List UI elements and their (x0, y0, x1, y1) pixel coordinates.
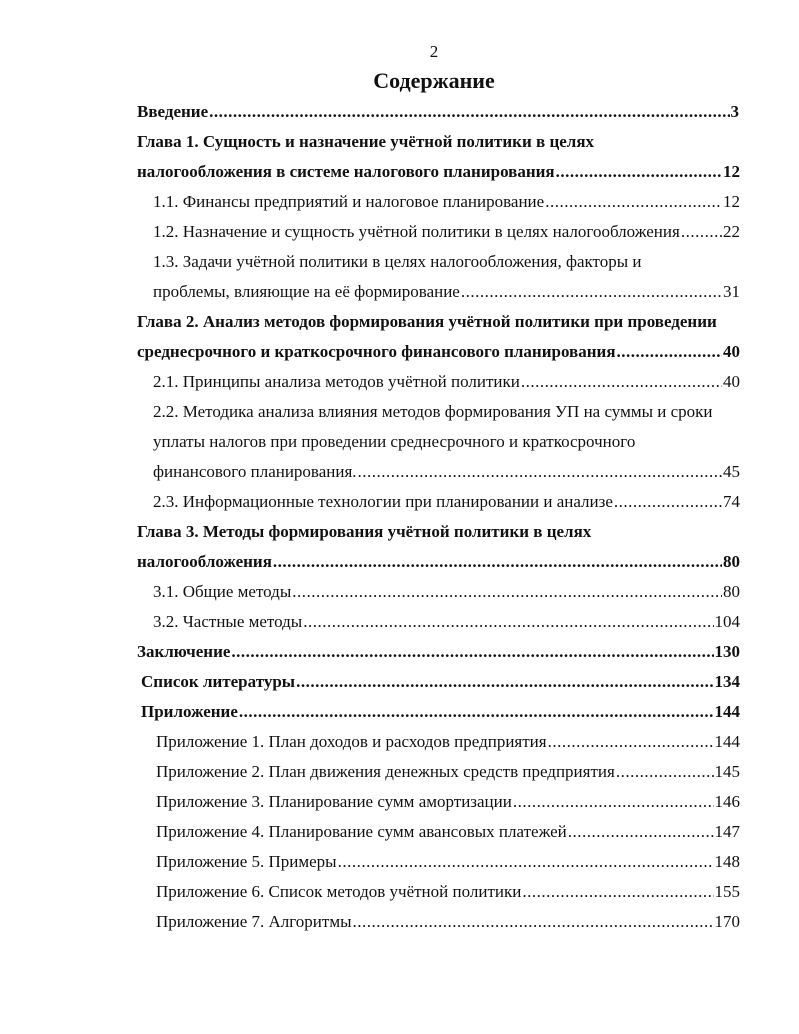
toc-dot-leader (239, 697, 714, 727)
toc-entry-chapter-2-cont[interactable] (137, 337, 740, 367)
toc-entry-page: 144 (714, 702, 740, 721)
toc-dot-leader (513, 787, 714, 817)
toc-dot-leader (556, 157, 722, 187)
toc-dot-leader (303, 607, 713, 637)
toc-dot-leader (209, 97, 729, 127)
toc-entry-3-1[interactable] (153, 577, 740, 607)
toc-entry-chapter-1-cont[interactable] (137, 157, 740, 187)
toc-entry-bibliography[interactable] (141, 667, 740, 697)
toc-entry-page: 74 (723, 492, 740, 511)
toc-entry-appendix-1[interactable] (156, 727, 740, 757)
toc-entry-page: 144 (714, 732, 740, 751)
toc-dot-leader (617, 337, 722, 367)
toc-dot-leader (614, 487, 722, 517)
toc-entry-text: налогообложения (137, 552, 272, 571)
toc-entry-text: 2.3. Информационные технологии при планировании и анализе (153, 492, 613, 511)
toc-entry-text: 3.2. Частные методы (153, 612, 303, 631)
toc-entry-page: 40 (723, 372, 740, 391)
toc-entry-text: налогообложения в системе налогового планирования (137, 162, 555, 181)
toc-entry-text: Приложение 5. Примеры (156, 852, 337, 871)
toc-title: Содержание (373, 68, 495, 93)
toc-entry-appendix-6[interactable] (156, 877, 740, 907)
toc-entry-2-2-cont[interactable] (153, 427, 635, 457)
toc-entry-text: Приложение 1. План доходов и расходов предприятия (156, 732, 547, 751)
toc-entry-page: 170 (714, 912, 740, 931)
toc-entry-text: 1.1. Финансы предприятий и налоговое планирование (153, 192, 545, 211)
toc-dot-leader (545, 187, 722, 217)
toc-dot-leader (231, 637, 713, 667)
toc-entry-page: 12 (723, 192, 740, 211)
toc-dot-leader (296, 667, 713, 697)
toc-entry-text: Глава 2. Анализ методов формирования учётной политики при проведении (137, 312, 717, 331)
toc-entry-text: Приложение (141, 702, 238, 721)
toc-entry-page: 22 (723, 222, 740, 241)
toc-entry-page: 3 (730, 102, 739, 121)
toc-entry-chapter-3[interactable] (137, 517, 591, 547)
toc-entry-page: 40 (723, 342, 740, 361)
toc-entry-appendix-3[interactable] (156, 787, 740, 817)
toc-entry-text: Введение (137, 102, 209, 121)
toc-entry-text: 3.1. Общие методы (153, 582, 292, 601)
toc-entry-text: уплаты налогов при проведении среднесрочного и краткосрочного (153, 432, 636, 451)
toc-entry-page: 80 (723, 582, 740, 601)
toc-entry-page: 155 (714, 882, 740, 901)
toc-entry-text: проблемы, влияющие на её формирование (153, 282, 460, 301)
toc-entry-appendix-2[interactable] (156, 757, 740, 787)
toc-entry-text: Глава 1. Сущность и назначение учётной политики в целях (137, 132, 595, 151)
toc-entry-appendix-5[interactable] (156, 847, 740, 877)
toc-entry-page: 134 (714, 672, 740, 691)
toc-entry-chapter-1[interactable] (137, 127, 594, 157)
toc-entry-introduction[interactable] (137, 97, 739, 127)
toc-entry-text: 2.1. Принципы анализа методов учётной политики (153, 372, 520, 391)
toc-entry-1-3-cont[interactable] (153, 277, 740, 307)
toc-dot-leader (292, 577, 722, 607)
toc-entry-page: 148 (714, 852, 740, 871)
toc-dot-leader (461, 277, 722, 307)
toc-entry-text: Приложение 6. Список методов учётной политики (156, 882, 522, 901)
toc-entry-page: 146 (714, 792, 740, 811)
toc-entry-2-2-cont2[interactable] (153, 457, 740, 487)
toc-dot-leader (616, 757, 714, 787)
page-number: 2 (429, 42, 439, 61)
toc-entry-page: 130 (714, 642, 740, 661)
toc-entry-2-3[interactable] (153, 487, 740, 517)
toc-entry-chapter-3-cont[interactable] (137, 547, 740, 577)
toc-entry-text: Список литературы (141, 672, 296, 691)
toc-entry-text: Заключение (137, 642, 231, 661)
toc-entry-1-3[interactable] (153, 247, 642, 277)
toc-entry-page: 104 (714, 612, 740, 631)
toc-dot-leader (358, 457, 722, 487)
toc-dot-leader (548, 727, 714, 757)
toc-entry-text: 1.3. Задачи учётной политики в целях налогообложения, факторы и (153, 252, 642, 271)
toc-entry-text: 2.2. Методика анализа влияния методов формирования УП на суммы и сроки (153, 402, 713, 421)
toc-entry-conclusion[interactable] (137, 637, 740, 667)
toc-entry-text: 1.2. Назначение и сущность учётной политики в целях налогообложения (153, 222, 680, 241)
toc-entry-3-2[interactable] (153, 607, 740, 637)
toc-entry-text: финансового планирования. (153, 462, 357, 481)
toc-dot-leader (521, 367, 722, 397)
toc-dot-leader (568, 817, 714, 847)
toc-entry-page: 12 (723, 162, 740, 181)
toc-entry-1-1[interactable] (153, 187, 740, 217)
toc-entry-2-1[interactable] (153, 367, 740, 397)
toc-entry-page: 31 (723, 282, 740, 301)
toc-dot-leader (273, 547, 722, 577)
toc-entry-1-2[interactable] (153, 217, 740, 247)
toc-entry-text: Приложение 2. План движения денежных средств предприятия (156, 762, 615, 781)
toc-entry-text: Приложение 4. Планирование сумм авансовых платежей (156, 822, 567, 841)
toc-entry-appendix-7[interactable] (156, 907, 740, 937)
toc-entry-chapter-2[interactable] (137, 307, 717, 337)
toc-dot-leader (338, 847, 714, 877)
toc-entry-text: Глава 3. Методы формирования учётной политики в целях (137, 522, 592, 541)
toc-dot-leader (681, 217, 722, 247)
toc-dot-leader (353, 907, 714, 937)
toc-entry-page: 45 (723, 462, 740, 481)
toc-dot-leader (522, 877, 713, 907)
toc-entry-page: 80 (723, 552, 740, 571)
toc-entry-2-2[interactable] (153, 397, 713, 427)
toc-entry-page: 147 (714, 822, 740, 841)
toc-entry-text: среднесрочного и краткосрочного финансового планирования (137, 342, 616, 361)
toc-entry-page: 145 (714, 762, 740, 781)
toc-entry-appendix-4[interactable] (156, 817, 740, 847)
toc-entry-appendix[interactable] (141, 697, 740, 727)
toc-entry-text: Приложение 7. Алгоритмы (156, 912, 352, 931)
toc-entry-text: Приложение 3. Планирование сумм амортизации (156, 792, 512, 811)
